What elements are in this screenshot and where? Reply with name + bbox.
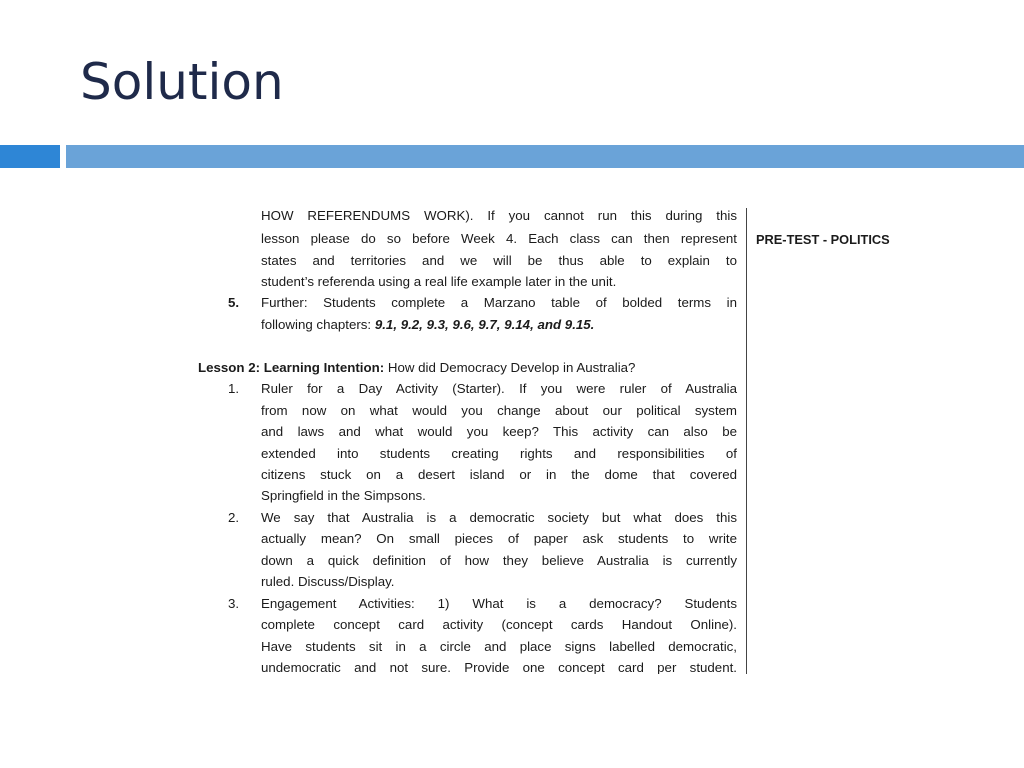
l2-item1-line-3: and laws and what would you keep? This activity can also be <box>261 424 737 439</box>
item5-line-2: following chapters: 9.1, 9.2, 9.3, 9.6, 9.7, 9.14, and 9.15. <box>261 317 595 332</box>
item5-number: 5. <box>228 295 240 310</box>
item5-chapters: 9.1, 9.2, 9.3, 9.6, 9.7, 9.14, and 9.15. <box>374 317 595 332</box>
item4-line-2: lesson please do so before Week 4. Each class can then represent <box>261 231 737 246</box>
l2-item1-line-5: citizens stuck on a desert island or in the dome that covered <box>261 467 737 482</box>
title-accent-band-left <box>0 145 60 168</box>
item4-line-3: states and territories and we will be thus able to explain to <box>261 253 737 268</box>
l2-item3-line-2: complete concept card activity (concept cards Handout Online). <box>261 617 737 632</box>
l2-item1-number: 1. <box>228 381 240 396</box>
column-divider <box>746 208 747 674</box>
title-accent-band-right <box>66 145 1024 168</box>
side-label-pretest: PRE-TEST - POLITICS <box>756 232 890 247</box>
l2-item2-line-2: actually mean? On small pieces of paper ask students to write <box>261 531 737 546</box>
item4-line-4: student’s referenda using a real life example later in the unit. <box>261 274 617 289</box>
l2-item1-line-6: Springfield in the Simpsons. <box>261 488 426 503</box>
l2-item1-line-1: Ruler for a Day Activity (Starter). If you were ruler of Australia <box>261 381 737 396</box>
l2-item2-line-3: down a quick definition of how they believe Australia is currently <box>261 553 737 568</box>
item4-line-1: HOW REFERENDUMS WORK). If you cannot run this during this <box>261 208 737 223</box>
document-excerpt <box>190 208 920 674</box>
l2-item1-line-4: extended into students creating rights and responsibilities of <box>261 446 737 461</box>
l2-item2-line-1: We say that Australia is a democratic society but what does this <box>261 510 737 525</box>
lesson2-question: How did Democracy Develop in Australia? <box>384 360 636 375</box>
l2-item2-line-4: ruled. Discuss/Display. <box>261 574 395 589</box>
item5-line-1: Further: Students complete a Marzano table of bolded terms in <box>261 295 737 310</box>
slide-title: Solution <box>80 53 284 111</box>
lesson2-heading <box>198 357 635 378</box>
l2-item3-line-1: Engagement Activities: 1) What is a democracy? Students <box>261 596 737 611</box>
l2-item3-number: 3. <box>228 596 240 611</box>
l2-item3-line-4: undemocratic and not sure. Provide one concept card per student. <box>261 660 737 674</box>
l2-item3-line-3: Have students sit in a circle and place signs labelled democratic, <box>261 639 737 654</box>
l2-item1-line-2: from now on what would you change about our political system <box>261 403 737 418</box>
lesson2-label: Lesson 2: Learning Intention: <box>198 360 385 375</box>
l2-item2-number: 2. <box>228 510 240 525</box>
